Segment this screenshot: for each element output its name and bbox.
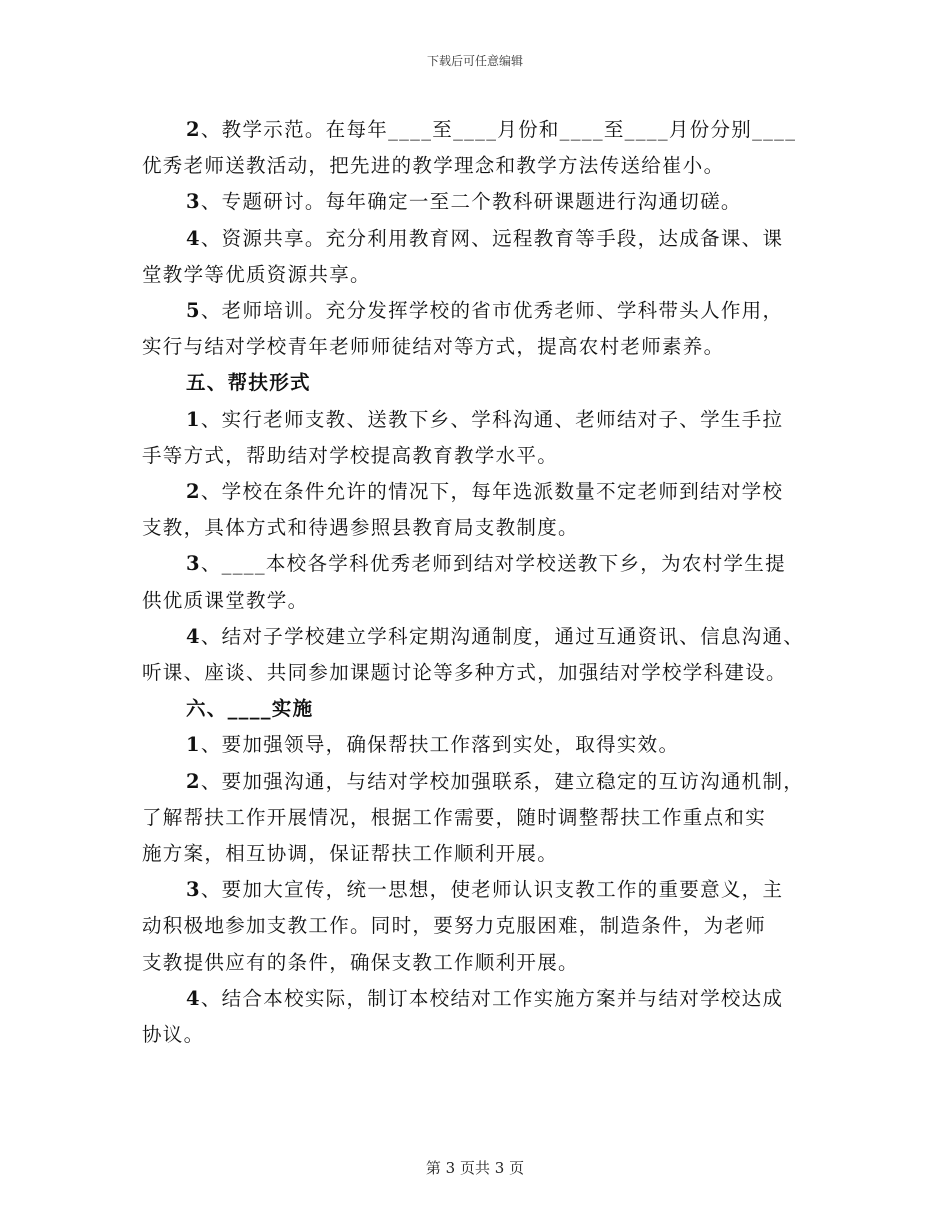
line-text: 手等方式，帮助结对学校提高教育教学水平。 (142, 443, 559, 467)
item-number: 4 (186, 226, 201, 250)
line-text: 、学校在条件允许的情况下，每年选派数量不定老师到结对学校 (200, 480, 784, 504)
text-line (142, 945, 822, 981)
line-text: 、老师培训。充分发挥学校的省市优秀老师、学科带头人作用， (200, 299, 784, 323)
item-number: 4 (186, 624, 201, 648)
line-text: 实行与结对学校青年老师师徒结对等方式，提高农村老师素养。 (142, 335, 725, 359)
line-text: 、____本校各学科优秀老师到结对学校送教下乡，为农村学生提 (200, 552, 786, 576)
line-text: 、要加强沟通，与结对学校加强联系，建立稳定的互访沟通机制， (200, 769, 805, 793)
text-line (142, 583, 822, 619)
line-text: 供优质课堂教学。 (142, 588, 309, 612)
line-text: 堂教学等优质资源共享。 (142, 262, 371, 286)
text-line (142, 438, 822, 474)
item-number: 3 (186, 190, 201, 214)
text-line (142, 112, 822, 148)
text-line (142, 727, 822, 763)
item-number: 4 (186, 986, 201, 1010)
text-line (142, 981, 822, 1017)
line-text: 协议。 (142, 1023, 205, 1047)
item-number: 1 (186, 733, 201, 757)
page-footer: 第 3 页共 3 页 (425, 1159, 525, 1177)
text-line (142, 474, 822, 510)
text-line (142, 908, 822, 944)
text-line (142, 402, 822, 438)
line-text: 施方案，相互协调，保证帮扶工作顺利开展。 (142, 842, 559, 866)
line-text: 、结合本校实际，制订本校结对工作实施方案并与结对学校达成 (200, 986, 784, 1010)
section-heading (142, 691, 822, 727)
line-text: 六、____实施 (186, 697, 314, 721)
line-text: 听课、座谈、共同参加课题讨论等多种方式，加强结对学校学科建设。 (142, 661, 787, 685)
text-line (142, 329, 822, 365)
line-text: 、教学示范。在每年____至____月份和____至____月份分别____ (200, 118, 797, 141)
line-text: 动积极地参加支教工作。同时，要努力克服困难，制造条件，为老师 (142, 914, 767, 938)
text-line (142, 546, 822, 582)
text-line (142, 1017, 822, 1053)
document-body (142, 112, 822, 1053)
item-number: 1 (186, 407, 201, 431)
item-number: 2 (186, 769, 201, 793)
line-text: 了解帮扶工作开展情况，根据工作需要，随时调整帮扶工作重点和实 (142, 805, 767, 829)
line-text: 、实行老师支教、送教下乡、学科沟通、老师结对子、学生手拉 (200, 407, 784, 431)
text-line (142, 293, 822, 329)
line-text: 、专题研讨。每年确定一至二个教科研课题进行沟通切磋。 (200, 190, 742, 214)
line-text: 五、帮扶形式 (186, 371, 311, 395)
text-line (142, 655, 822, 691)
text-line (142, 872, 822, 908)
item-number: 2 (186, 118, 201, 141)
text-line (142, 148, 822, 184)
item-number: 3 (186, 878, 201, 902)
item-number: 5 (186, 299, 201, 323)
line-text: 、要加强领导，确保帮扶工作落到实处，取得实效。 (200, 733, 680, 757)
text-line (142, 257, 822, 293)
text-line (142, 221, 822, 257)
line-text: 支教提供应有的条件，确保支教工作顺利开展。 (142, 950, 579, 974)
item-number: 3 (186, 552, 201, 576)
item-number: 2 (186, 480, 201, 504)
line-text: 支教，具体方式和待遇参照县教育局支教制度。 (142, 516, 579, 540)
text-line (142, 619, 822, 655)
page-header: 下载后可任意编辑 (426, 54, 523, 68)
text-line (142, 184, 822, 220)
line-text: 、要加大宣传，统一思想，使老师认识支教工作的重要意义，主 (200, 878, 784, 902)
line-text: 、资源共享。充分利用教育网、远程教育等手段，达成备课、课 (200, 226, 784, 250)
section-heading (142, 365, 822, 401)
line-text: 、结对子学校建立学科定期沟通制度，通过互通资讯、信息沟通、 (200, 624, 805, 648)
text-line (142, 800, 822, 836)
text-line (142, 510, 822, 546)
text-line (142, 836, 822, 872)
text-line (142, 764, 822, 800)
line-text: 优秀老师送教活动，把先进的教学理念和教学方法传送给崔小。 (142, 154, 725, 178)
